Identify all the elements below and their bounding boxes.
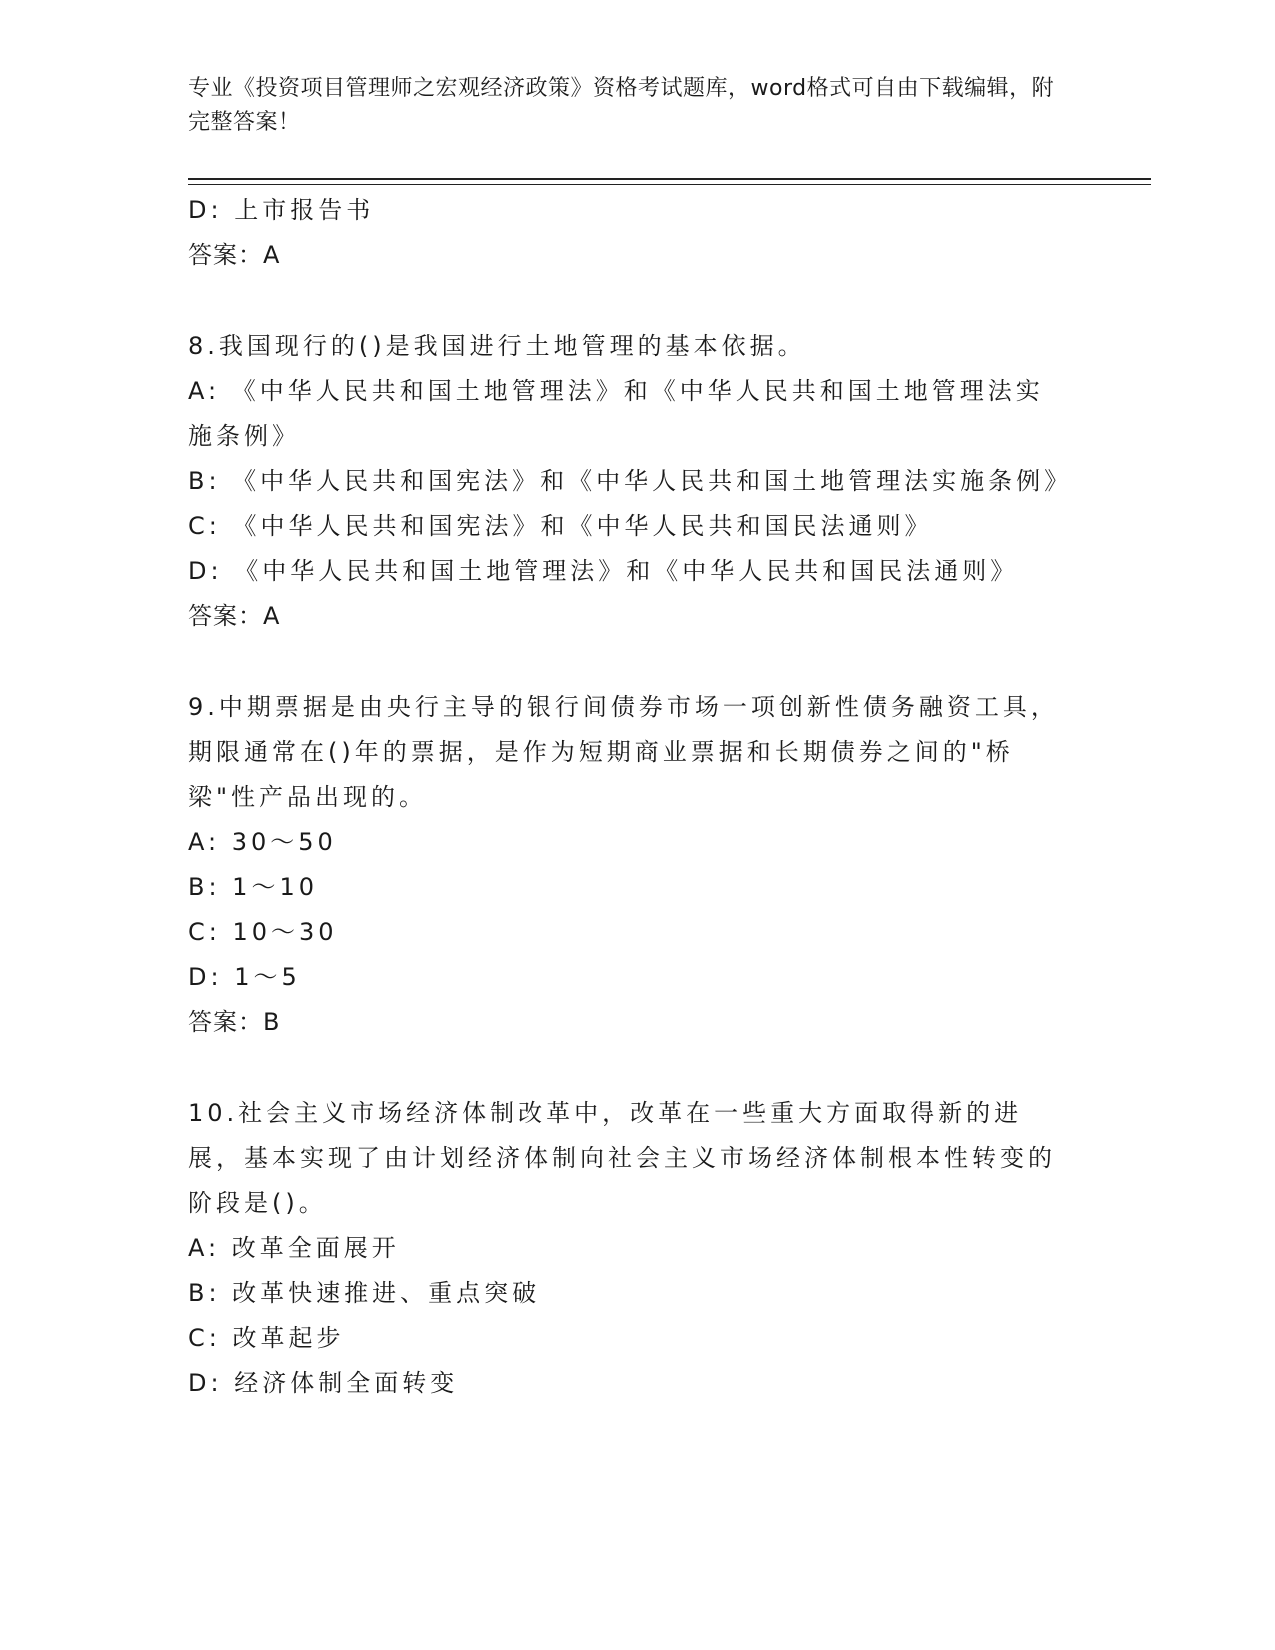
spacer bbox=[188, 278, 1068, 324]
spacer bbox=[188, 639, 1068, 685]
question-9 bbox=[188, 685, 1068, 1045]
header-divider-thick bbox=[188, 178, 1151, 180]
document-header: 专业《投资项目管理师之宏观经济政策》资格考试题库，word格式可自由下载编辑，附完整答案！ bbox=[188, 76, 1055, 135]
question-10-option-c: C: 改革起步 bbox=[188, 1324, 345, 1352]
question-10-option-b: B: 改革快速推进、重点突破 bbox=[188, 1279, 541, 1307]
question-8-option-a: A: 《中华人民共和国土地管理法》和《中华人民共和国土地管理法实施条例》 bbox=[188, 377, 1044, 450]
question-9-answer: 答案：B bbox=[188, 1008, 281, 1036]
question-content bbox=[188, 188, 1073, 1406]
question-9-option-d: D: 1～5 bbox=[188, 963, 301, 991]
question-9-option-c: C: 10～30 bbox=[188, 918, 338, 946]
question-10 bbox=[188, 1091, 1068, 1406]
question-9-stem: 9.中期票据是由央行主导的银行间债券市场一项创新性债务融资工具，期限通常在()年的票据，是作为短期商业票据和长期债券之间的"桥梁"性产品出现的。 bbox=[188, 693, 1059, 811]
question-8-stem: 8.我国现行的()是我国进行土地管理的基本依据。 bbox=[188, 332, 806, 360]
question-10-stem: 10.社会主义市场经济体制改革中，改革在一些重大方面取得新的进展，基本实现了由计划经济体制向社会主义市场经济体制根本性转变的阶段是()。 bbox=[188, 1099, 1056, 1217]
question-8-option-b: B: 《中华人民共和国宪法》和《中华人民共和国土地管理法实施条例》 bbox=[188, 467, 1073, 495]
question-9-option-a: A: 30～50 bbox=[188, 828, 337, 856]
question-9-option-b: B: 1～10 bbox=[188, 873, 318, 901]
prev-option-d: D: 上市报告书 bbox=[188, 196, 375, 224]
question-10-option-d: D: 经济体制全面转变 bbox=[188, 1369, 459, 1397]
question-8-answer: 答案：A bbox=[188, 602, 281, 630]
question-10-option-a: A: 改革全面展开 bbox=[188, 1234, 400, 1262]
prev-answer: 答案：A bbox=[188, 241, 281, 269]
question-8 bbox=[188, 324, 1073, 639]
header-divider-thin bbox=[188, 184, 1151, 185]
question-8-option-c: C: 《中华人民共和国宪法》和《中华人民共和国民法通则》 bbox=[188, 512, 933, 540]
spacer bbox=[188, 1045, 1068, 1091]
question-8-option-d: D: 《中华人民共和国土地管理法》和《中华人民共和国民法通则》 bbox=[188, 557, 1019, 585]
